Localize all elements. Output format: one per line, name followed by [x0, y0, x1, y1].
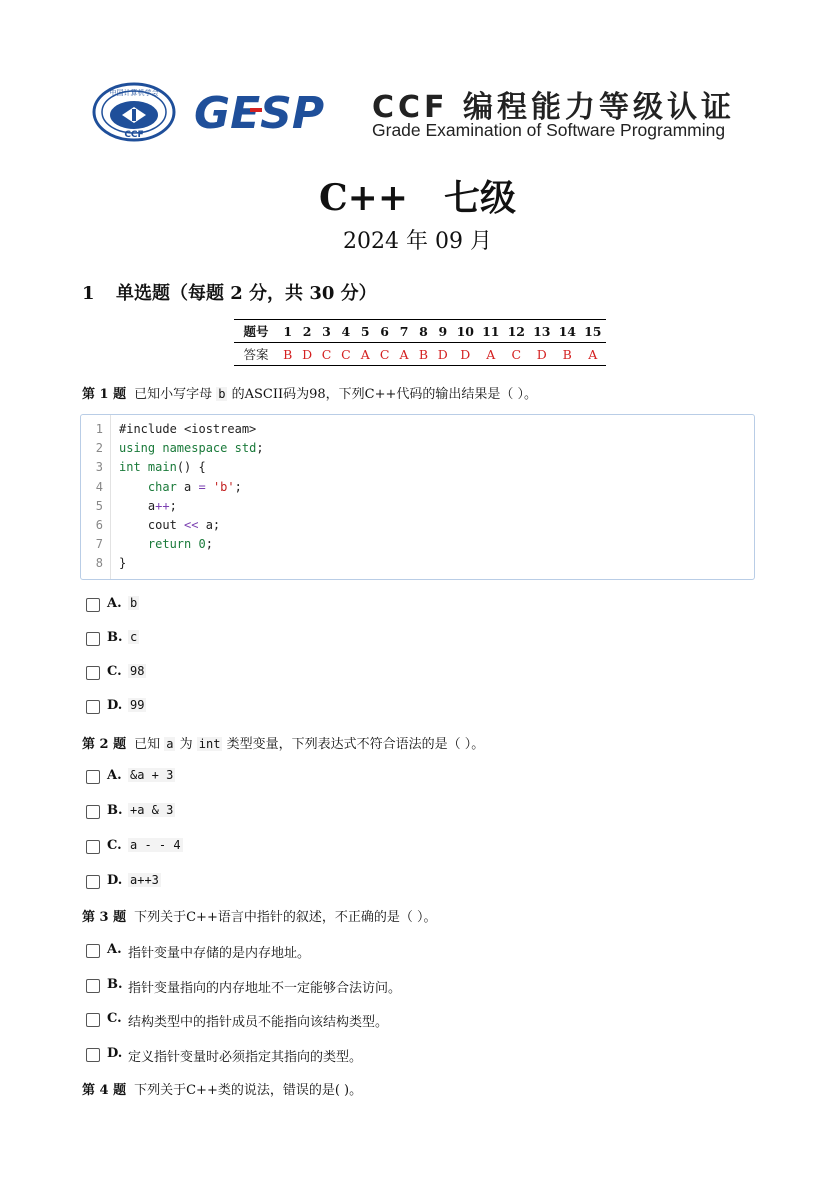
option-label: C.	[107, 1011, 122, 1026]
answer-table-answer-label: 答案	[234, 343, 278, 366]
question-code: a	[166, 737, 174, 751]
option-label: C.	[107, 838, 122, 853]
code-line-text: cout << a;	[119, 518, 221, 532]
code-line-number: 3	[95, 460, 103, 475]
question-number: 第 2 题	[82, 737, 127, 752]
question-code: b	[218, 387, 226, 401]
question-text: 为	[175, 737, 197, 752]
answer-table-question-number: 9	[433, 320, 452, 343]
question-4	[82, 1079, 362, 1098]
question-text: 已知	[134, 737, 165, 752]
section-heading	[82, 279, 377, 305]
code-line	[81, 480, 754, 499]
question-text: 的ASCII码为98，下列C++代码的输出结果是（ ）。	[227, 387, 538, 402]
code-block	[80, 414, 755, 580]
question-number: 第 4 题	[82, 1083, 127, 1098]
option-checkbox[interactable]	[86, 944, 100, 958]
option-label: C.	[107, 664, 122, 679]
code-line	[81, 518, 754, 537]
option-checkbox[interactable]	[86, 805, 100, 819]
code-line-text: int main() {	[119, 460, 206, 475]
ccf-logo-icon	[92, 82, 176, 142]
answer-table-question-number: 6	[375, 320, 394, 343]
option-label: A.	[107, 768, 122, 783]
option-checkbox[interactable]	[86, 1048, 100, 1062]
option-label: D.	[107, 1045, 123, 1061]
option-text: a - - 4	[130, 838, 181, 852]
option-label: D.	[107, 698, 123, 713]
option-text: 指针变量中存储的是内存地址。	[128, 946, 311, 961]
header-subtitle: Grade Examination of Software Programming	[372, 120, 726, 140]
question-code: int	[198, 737, 221, 751]
option-checkbox[interactable]	[86, 875, 100, 889]
section-title: 单选题（每题 2 分，共 30 分）	[116, 283, 377, 304]
code-line	[81, 499, 754, 518]
option-checkbox[interactable]	[86, 598, 100, 612]
code-line-number: 5	[95, 498, 103, 513]
answer-table-question-number: 13	[529, 320, 555, 343]
question-number: 第 1 题	[82, 387, 127, 402]
answer-table-question-number: 7	[394, 320, 413, 343]
answer-table-answer: C	[336, 343, 355, 366]
answer-table-answer: D	[529, 343, 555, 366]
option-label: B.	[107, 976, 123, 992]
question-2	[82, 733, 484, 752]
answer-table-question-number: 3	[317, 320, 336, 343]
answer-table-question-number: 5	[356, 320, 375, 343]
code-line	[81, 460, 754, 479]
code-line-number: 2	[95, 441, 103, 456]
option-label: A.	[107, 596, 122, 611]
code-line-number: 8	[95, 556, 103, 571]
answer-table-question-number: 8	[414, 320, 433, 343]
code-line	[81, 556, 754, 575]
option-text: 指针变量指向的内存地址不一定能够合法访问。	[128, 980, 402, 996]
answer-table-question-number: 1	[278, 320, 297, 343]
code-line-text: return 0;	[147, 537, 213, 552]
code-line-text: char a = 'b';	[147, 479, 242, 494]
code-line-text: #include <iostream>	[119, 422, 257, 436]
option-checkbox[interactable]	[86, 700, 100, 714]
answer-table-question-number: 11	[478, 320, 504, 343]
question-text: 类型变量，下列表达式不符合语法的是（ ）。	[222, 737, 485, 752]
question-1	[82, 383, 537, 402]
answer-table-question-number: 14	[555, 320, 581, 343]
answer-table-answer: D	[453, 343, 479, 366]
question-text: 下列关于C++语言中指针的叙述，不正确的是（ ）。	[134, 910, 437, 925]
code-line-number: 6	[95, 518, 103, 532]
ccf-logo-text: 中国计算机学会	[109, 89, 159, 97]
answer-table-answer: D	[433, 343, 452, 366]
answer-table-answer: A	[356, 343, 375, 366]
option-text: b	[130, 596, 138, 610]
option-checkbox[interactable]	[86, 632, 100, 646]
option-text: 98	[130, 664, 145, 678]
option-text: 定义指针变量时必须指定其指向的类型。	[128, 1049, 363, 1065]
code-line-number: 1	[95, 422, 103, 436]
option-checkbox[interactable]	[86, 666, 100, 680]
question-number: 第 3 题	[82, 910, 127, 925]
page-title	[0, 170, 835, 221]
option-label: A.	[107, 942, 122, 957]
answer-table	[234, 319, 606, 366]
option-label: B.	[107, 803, 123, 818]
option-checkbox[interactable]	[86, 1013, 100, 1027]
option-text: +a & 3	[130, 803, 174, 817]
answer-table-answer: C	[504, 343, 530, 366]
answer-table-answer: C	[317, 343, 336, 366]
answer-table-answer: B	[278, 343, 297, 366]
code-line-number: 4	[95, 479, 103, 494]
answer-table-question-number: 12	[504, 320, 530, 343]
code-line-text: a++;	[119, 498, 177, 513]
option-text: a++3	[130, 873, 159, 887]
header-title: CCF 编程能力等级认证	[372, 90, 735, 125]
option-checkbox[interactable]	[86, 770, 100, 784]
option-label: D.	[107, 873, 123, 888]
code-line-text: }	[119, 556, 127, 571]
code-line	[81, 441, 754, 460]
answer-table-answer: B	[555, 343, 581, 366]
question-3	[82, 906, 436, 925]
answer-table-question-number: 10	[453, 320, 479, 343]
ccf-logo-abbr: CCF	[124, 130, 144, 140]
answer-table-answer: D	[297, 343, 316, 366]
option-checkbox[interactable]	[86, 979, 100, 993]
option-text: 结构类型中的指针成员不能指向该结构类型。	[128, 1015, 389, 1030]
code-line	[81, 537, 754, 556]
answer-table-question-number: 4	[336, 320, 355, 343]
level: C++	[319, 177, 408, 219]
answer-table-question-number: 15	[580, 320, 606, 343]
level-name: 七级	[443, 177, 516, 219]
answer-table-answer: A	[580, 343, 606, 366]
section-number: 1	[82, 283, 95, 304]
answer-table-answer: C	[375, 343, 394, 366]
code-line	[81, 422, 754, 441]
code-line-text: using namespace std;	[119, 441, 264, 456]
gesp-logo-text: GESP	[194, 88, 325, 136]
option-checkbox[interactable]	[86, 840, 100, 854]
answer-table-answer: A	[478, 343, 504, 366]
exam-date: 2024 年 09 月	[343, 229, 492, 254]
answer-table-question-number: 2	[297, 320, 316, 343]
option-text: 99	[130, 698, 145, 712]
gesp-logo	[192, 88, 348, 136]
option-label: B.	[107, 630, 123, 645]
code-line-number: 7	[95, 537, 103, 552]
question-text: 下列关于C++类的说法，错误的是( )。	[134, 1083, 363, 1098]
header	[92, 80, 752, 144]
question-text: 已知小写字母	[134, 387, 217, 402]
option-text: c	[130, 630, 138, 644]
option-text: &a + 3	[130, 768, 174, 782]
answer-table-answer: A	[394, 343, 413, 366]
answer-table-header-label: 题号	[234, 320, 278, 343]
answer-table-answer: B	[414, 343, 433, 366]
